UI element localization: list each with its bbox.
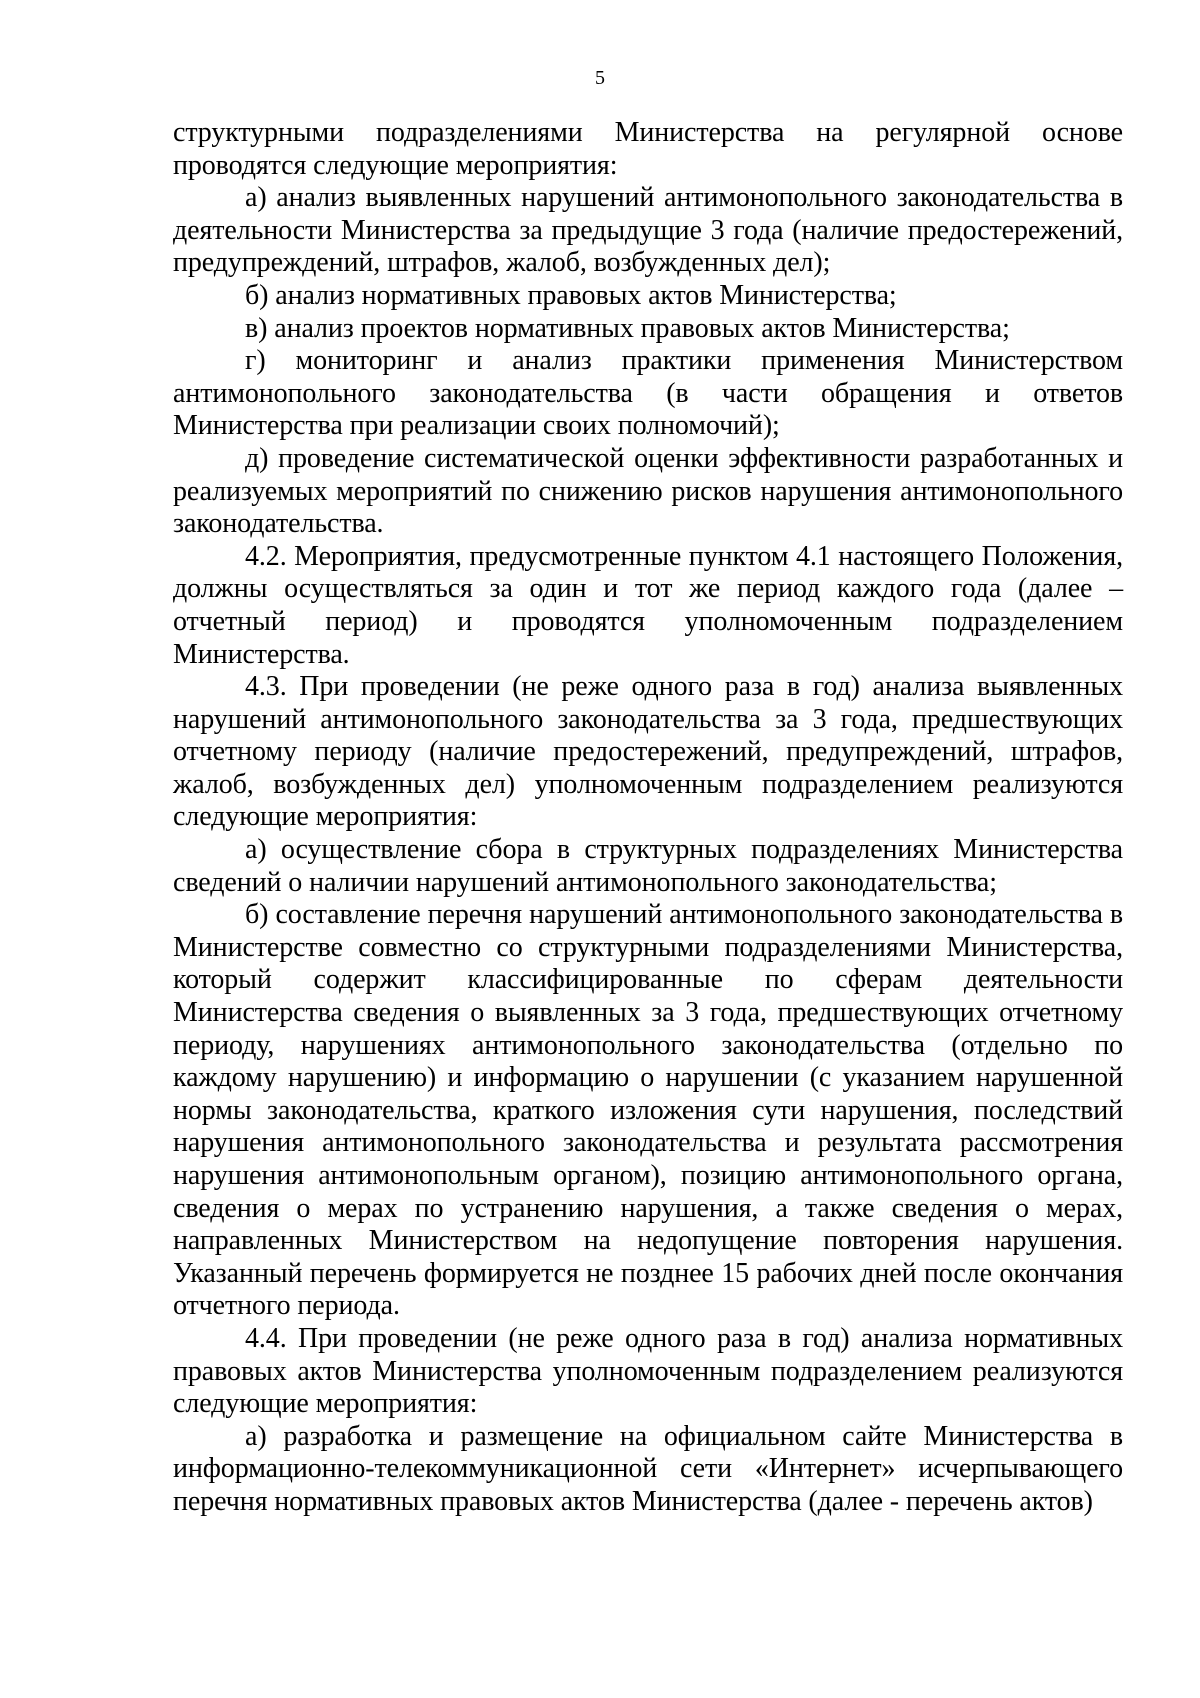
paragraph-section-4-2: 4.2. Мероприятия, предусмотренные пунктом 4.1 настоящего Положения, должны осуществляться за один и тот же период каждого года (далее – отчетный период) и проводятся уполномоченным подразделением Министерства. bbox=[173, 540, 1123, 670]
paragraph-item-g: г) мониторинг и анализ практики применения Министерством антимонопольного законодательства (в части обращения и ответов Министерства при реализации своих полномочий); bbox=[173, 345, 1123, 442]
paragraph-intro: структурными подразделениями Министерства на регулярной основе проводятся следующие мероприятия: bbox=[173, 117, 1123, 181]
paragraph-4-3-item-b: б) составление перечня нарушений антимонопольного законодательства в Министерстве совместно со структурными подразделениями Министерства, который содержит классифицированные по сферам деятельности Министерства сведения о выявленных за 3 года, предшествующих отчетному периоду, нарушениях антимонопольного законодательства (отдельно по каждому нарушению) и информацию о нарушении (с указанием нарушенной нормы законодательства, краткого изложения сути нарушения, последствий нарушения антимонопольного законодательства и результата рассмотрения нарушения антимонопольным органом), позицию антимонопольного органа, сведения о мерах по устранению нарушения, а также сведения о мерах, направленных Министерством на недопущение повторения нарушения. Указанный перечень формируется не позднее 15 рабочих дней после окончания отчетного периода. bbox=[173, 899, 1123, 1322]
paragraph-item-d: д) проведение систематической оценки эффективности разработанных и реализуемых мероприятий по снижению рисков нарушения антимонопольного законодательства. bbox=[173, 442, 1123, 540]
document-body bbox=[173, 117, 1123, 1519]
paragraph-section-4-3: 4.3. При проведении (не реже одного раза в год) анализа выявленных нарушений антимонопольного законодательства за 3 года, предшествующих отчетному периоду (наличие предостережений, предупреждений, штрафов, жалоб, возбужденных дел) уполномоченным подразделением реализуются следующие мероприятия: bbox=[173, 671, 1123, 833]
paragraph-4-4-item-a: а) разработка и размещение на официальном сайте Министерства в информационно-телекоммуникационной сети «Интернет» исчерпывающего перечня нормативных правовых актов Министерства (далее - перечень актов) bbox=[173, 1420, 1123, 1517]
paragraph-item-v: в) анализ проектов нормативных правовых актов Министерства; bbox=[245, 312, 1010, 344]
paragraph-item-b: б) анализ нормативных правовых актов Министерства; bbox=[245, 279, 897, 311]
paragraph-section-4-4: 4.4. При проведении (не реже одного раза в год) анализа нормативных правовых актов Министерства уполномоченным подразделением реализуются следующие мероприятия: bbox=[173, 1322, 1123, 1420]
page-number: 5 bbox=[595, 67, 605, 89]
paragraph-4-3-item-a: а) осуществление сбора в структурных подразделениях Министерства сведений о наличии нарушений антимонопольного законодательства; bbox=[173, 834, 1123, 898]
paragraph-item-a: а) анализ выявленных нарушений антимонопольного законодательства в деятельности Министерства за предыдущие 3 года (наличие предостережений, предупреждений, штрафов, жалоб, возбужденных дел); bbox=[173, 182, 1123, 279]
